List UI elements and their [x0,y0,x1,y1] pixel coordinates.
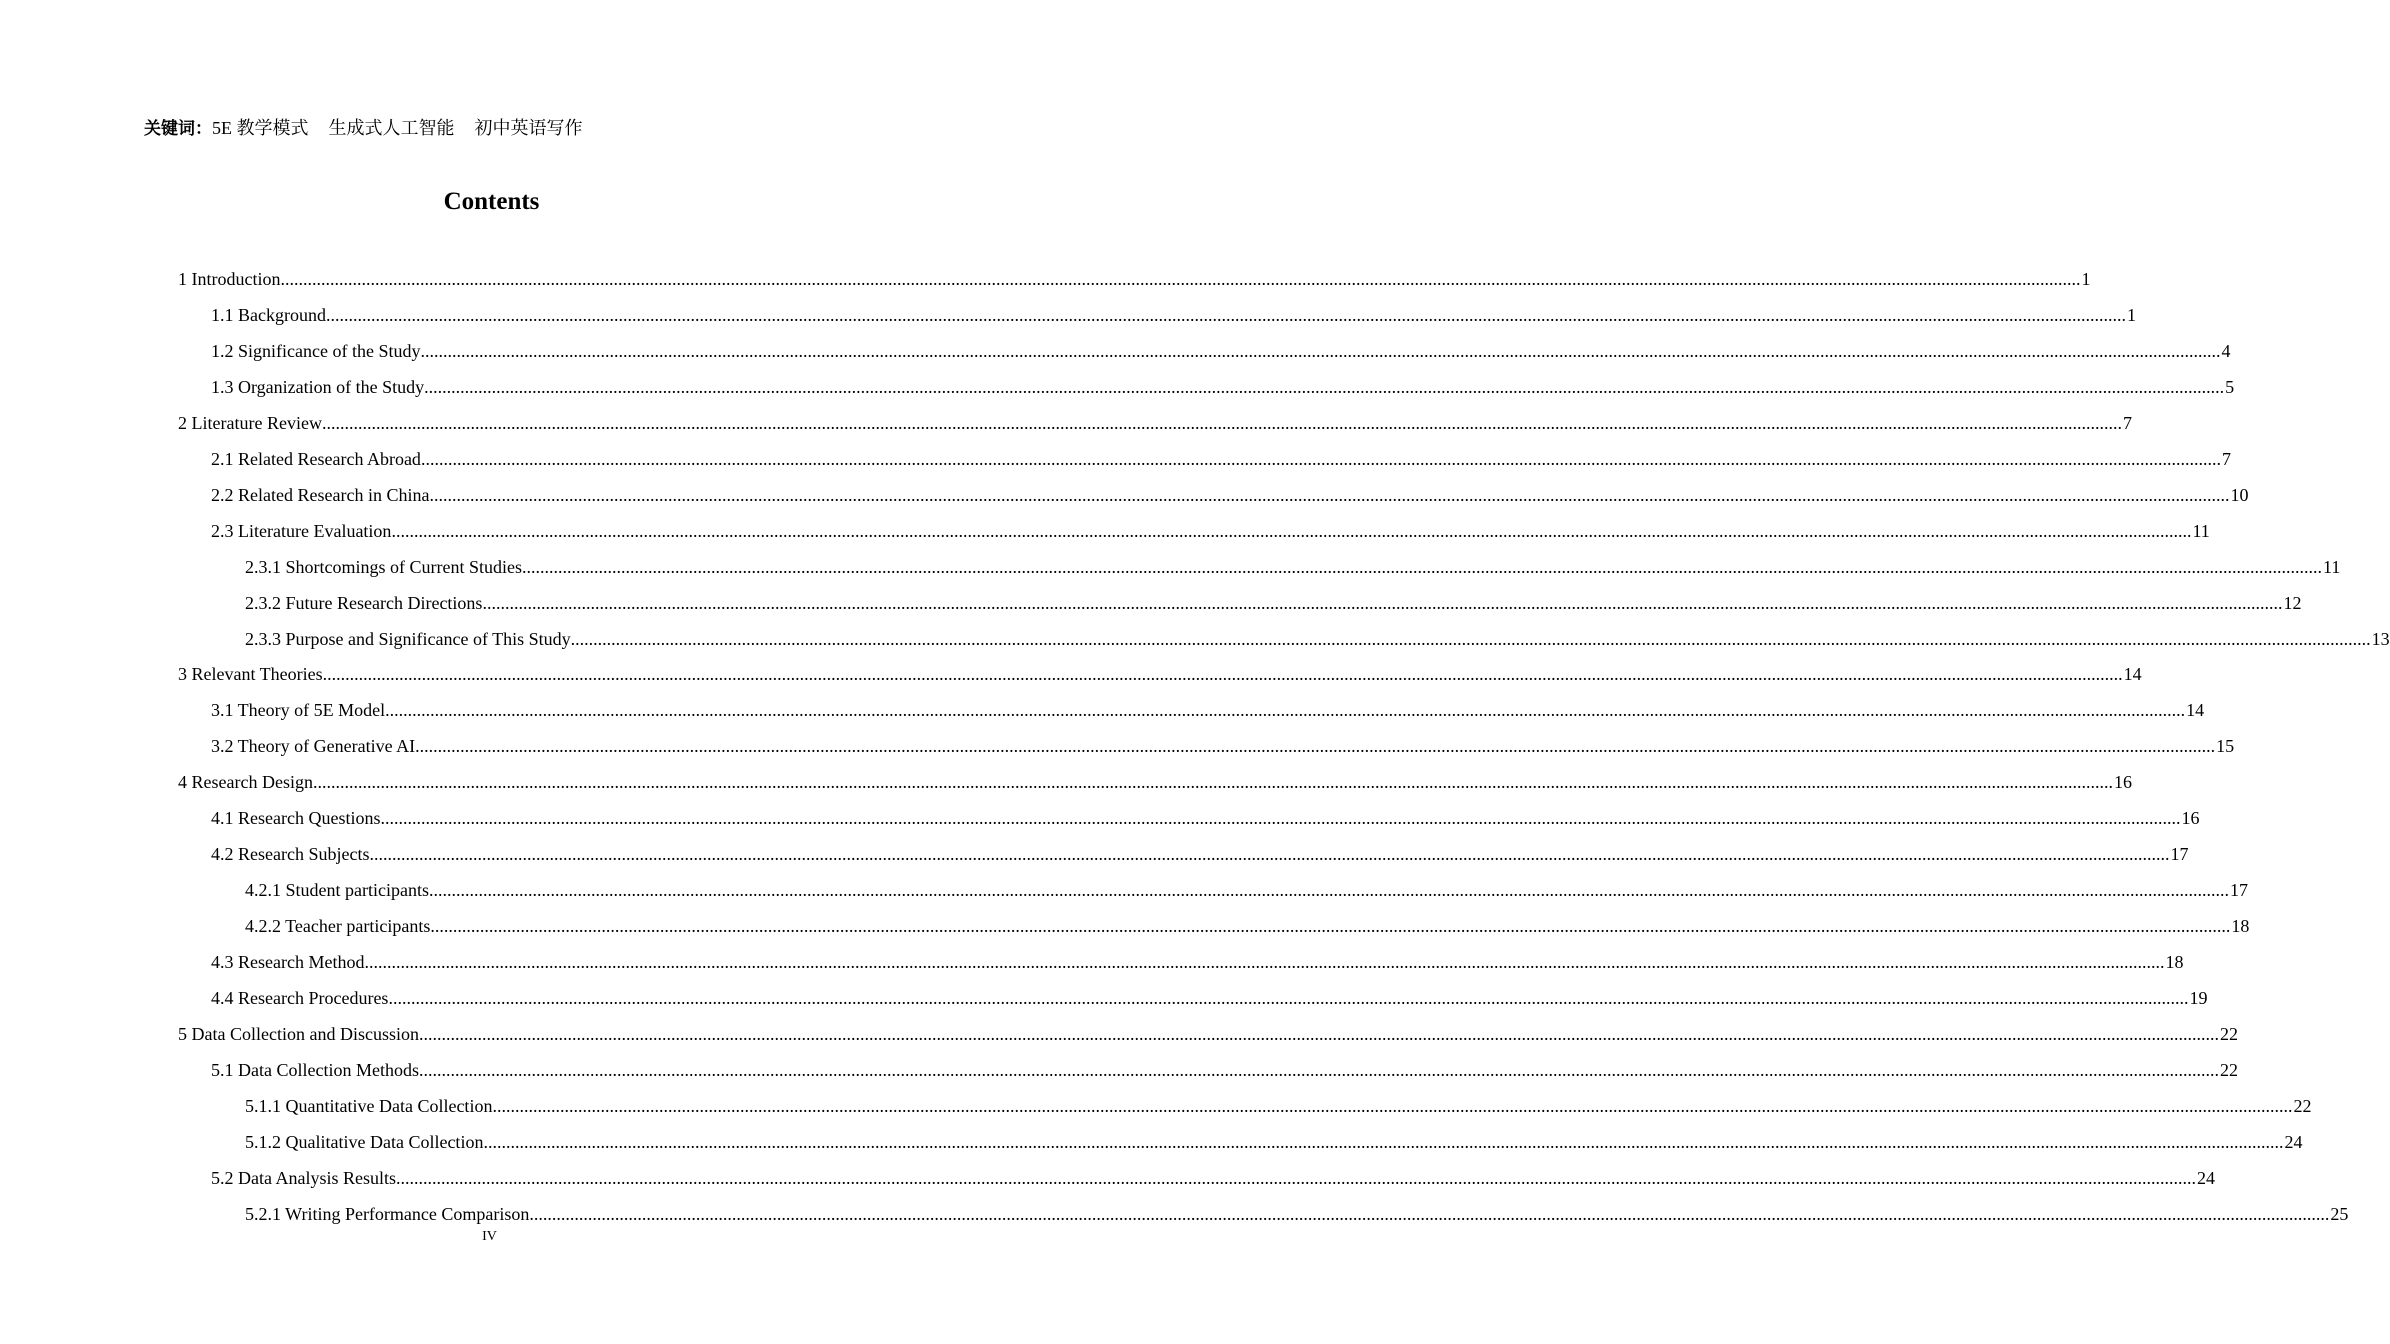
toc-entry[interactable] [245,1093,2312,1119]
toc-entry-page: 25 [2330,1203,2349,1224]
keyword-item: 初中英语写作 [474,118,583,138]
toc-entry[interactable] [178,769,2132,795]
toc-entry-title: 4.2 Research Subjects [211,844,370,865]
toc-dot-leader: ................................................................................................................................................................................................................................................................................................................................................................................................................ [418,1023,2219,1044]
toc-entry-page: 15 [2216,736,2235,757]
toc-entry-page: 22 [2219,1059,2238,1080]
toc-dot-leader: ................................................................................................................................................................................................................................................................................................................................................................................................................ [396,1167,2196,1188]
toc-entry[interactable] [211,446,2231,472]
toc-entry-title: 5.1.2 Qualitative Data Collection [245,1131,484,1152]
toc-entry-page: 18 [2165,952,2184,973]
toc-entry[interactable] [245,554,2341,580]
toc-dot-leader: ................................................................................................................................................................................................................................................................................................................................................................................................................ [280,269,2081,289]
toc-entry-title: 4 Research Design [178,772,313,793]
toc-entry-page: 7 [2221,448,2231,469]
toc-entry[interactable] [211,733,2235,759]
toc-entry-title: 5.1 Data Collection Methods [211,1059,419,1080]
toc-dot-leader: ................................................................................................................................................................................................................................................................................................................................................................................................................ [570,628,2371,649]
toc-entry-page: 11 [2192,520,2210,541]
toc-entry[interactable] [211,985,2208,1011]
toc-entry-page: 19 [2189,988,2208,1008]
toc-entry[interactable] [211,302,2136,328]
toc-entry-title: 4.1 Research Questions [211,808,381,829]
toc-entry-page: 16 [2181,808,2200,829]
toc-entry-page: 14 [2123,664,2142,685]
toc-entry-title: 3.1 Theory of 5E Model [211,700,386,721]
toc-dot-leader: ................................................................................................................................................................................................................................................................................................................................................................................................................ [428,880,2229,901]
toc-dot-leader: ................................................................................................................................................................................................................................................................................................................................................................................................................ [312,772,2113,793]
toc-dot-leader: ................................................................................................................................................................................................................................................................................................................................................................................................................ [415,736,2216,757]
toc-dot-leader: ................................................................................................................................................................................................................................................................................................................................................................................................................ [430,916,2231,937]
toc-entry[interactable] [245,877,2248,903]
toc-dot-leader: ................................................................................................................................................................................................................................................................................................................................................................................................................ [364,952,2165,973]
toc-entry-title: 3.2 Theory of Generative AI [211,736,416,757]
toc-dot-leader: ................................................................................................................................................................................................................................................................................................................................................................................................................ [492,1095,2293,1116]
toc-entry-title: 1.1 Background [211,304,326,325]
toc-entry-page: 24 [2197,1167,2215,1188]
toc-entry[interactable] [211,518,2210,544]
toc-entry-page: 1 [2126,304,2136,325]
toc-dot-leader: ................................................................................................................................................................................................................................................................................................................................................................................................................ [325,304,2126,325]
toc-dot-leader: ................................................................................................................................................................................................................................................................................................................................................................................................................ [380,808,2181,829]
toc-dot-leader: ................................................................................................................................................................................................................................................................................................................................................................................................................ [420,448,2221,469]
toc-entry-title: 2.3.3 Purpose and Significance of This Study [245,628,571,649]
toc-entry[interactable] [211,805,2200,831]
toc-entry-page: 24 [2284,1131,2303,1152]
toc-entry-title: 4.4 Research Procedures [211,988,389,1008]
toc-entry-page: 22 [2219,1023,2238,1044]
toc-entry-page: 13 [2371,628,2390,649]
toc-entry[interactable] [211,949,2184,975]
toc-dot-leader: ................................................................................................................................................................................................................................................................................................................................................................................................................ [529,1203,2330,1224]
toc-entry-title: 2.3.2 Future Research Directions [245,592,483,613]
toc-dot-leader: ................................................................................................................................................................................................................................................................................................................................................................................................................ [482,592,2283,613]
toc-entry-title: 3 Relevant Theories [178,664,323,685]
toc-entry-title: 2 Literature Review [178,412,322,433]
toc-entry[interactable] [178,266,2091,292]
keywords-line [144,116,603,141]
toc-entry-title: 5.2 Data Analysis Results [211,1167,396,1188]
keywords-label: 关键词： [144,119,212,139]
toc-dot-leader: ................................................................................................................................................................................................................................................................................................................................................................................................................ [322,664,2123,685]
toc-dot-leader: ................................................................................................................................................................................................................................................................................................................................................................................................................ [424,376,2225,397]
toc-entry[interactable] [211,374,2235,400]
toc-entry[interactable] [211,482,2249,508]
toc-entry-title: 4.2.2 Teacher participants [245,916,431,937]
keyword-item: 5E 教学模式 [212,118,309,138]
toc-entry-page: 18 [2231,916,2250,937]
toc-entry-page: 1 [2081,269,2091,289]
toc-entry[interactable] [211,841,2189,867]
toc-entry[interactable] [245,626,2390,652]
toc-dot-leader: ................................................................................................................................................................................................................................................................................................................................................................................................................ [391,520,2192,541]
toc-entry-title: 1.2 Significance of the Study [211,340,421,361]
toc-entry-page: 7 [2122,412,2132,433]
toc-dot-leader: ................................................................................................................................................................................................................................................................................................................................................................................................................ [385,700,2186,721]
toc-entry-title: 4.3 Research Method [211,952,365,973]
toc-entry[interactable] [178,410,2132,436]
toc-entry-page: 16 [2113,772,2132,793]
toc-entry-title: 2.3.1 Shortcomings of Current Studies [245,556,522,577]
toc-entry[interactable] [245,1129,2303,1155]
toc-entry-title: 4.2.1 Student participants [245,880,429,901]
toc-entry[interactable] [211,1165,2215,1191]
toc-entry-title: 2.1 Related Research Abroad [211,448,421,469]
toc-entry-page: 5 [2225,376,2235,397]
toc-entry-title: 5.1.1 Quantitative Data Collection [245,1095,493,1116]
toc-dot-leader: ................................................................................................................................................................................................................................................................................................................................................................................................................ [483,1131,2284,1152]
toc-entry[interactable] [245,913,2250,939]
toc-entry[interactable] [211,697,2205,723]
contents-heading: Contents [443,188,540,215]
toc-dot-leader: ................................................................................................................................................................................................................................................................................................................................................................................................................ [418,1059,2219,1080]
toc-entry[interactable] [178,1021,2238,1047]
toc-entry-page: 11 [2323,556,2341,577]
toc-entry-title: 1.3 Organization of the Study [211,376,425,397]
toc-dot-leader: ................................................................................................................................................................................................................................................................................................................................................................................................................ [420,340,2221,361]
toc-entry-title: 5.2.1 Writing Performance Comparison [245,1203,530,1224]
toc-entry-page: 14 [2186,700,2205,721]
toc-entry[interactable] [211,338,2231,364]
toc-dot-leader: ................................................................................................................................................................................................................................................................................................................................................................................................................ [388,988,2189,1008]
toc-entry-title: 2.2 Related Research in China [211,484,430,505]
toc-entry-title: 2.3 Literature Evaluation [211,520,392,541]
toc-entry-page: 22 [2293,1095,2312,1116]
toc-entry[interactable] [245,1201,2349,1227]
page-number: IV [482,1229,497,1244]
toc-entry-page: 17 [2170,844,2189,865]
toc-dot-leader: ................................................................................................................................................................................................................................................................................................................................................................................................................ [522,556,2322,577]
toc-entry[interactable] [245,590,2302,616]
toc-entry-page: 17 [2229,880,2248,901]
toc-entry-page: 4 [2221,340,2231,361]
toc-entry-page: 12 [2283,592,2302,613]
toc-dot-leader: ................................................................................................................................................................................................................................................................................................................................................................................................................ [369,844,2170,865]
toc-entry[interactable] [211,1057,2238,1083]
toc-dot-leader: ................................................................................................................................................................................................................................................................................................................................................................................................................ [429,484,2230,505]
toc-entry[interactable] [178,661,2142,687]
keyword-item: 生成式人工智能 [328,118,455,138]
toc-dot-leader: ................................................................................................................................................................................................................................................................................................................................................................................................................ [321,412,2122,433]
toc-entry-page: 10 [2230,484,2249,505]
toc-entry-title: 1 Introduction [178,269,281,289]
toc-entry-title: 5 Data Collection and Discussion [178,1023,419,1044]
